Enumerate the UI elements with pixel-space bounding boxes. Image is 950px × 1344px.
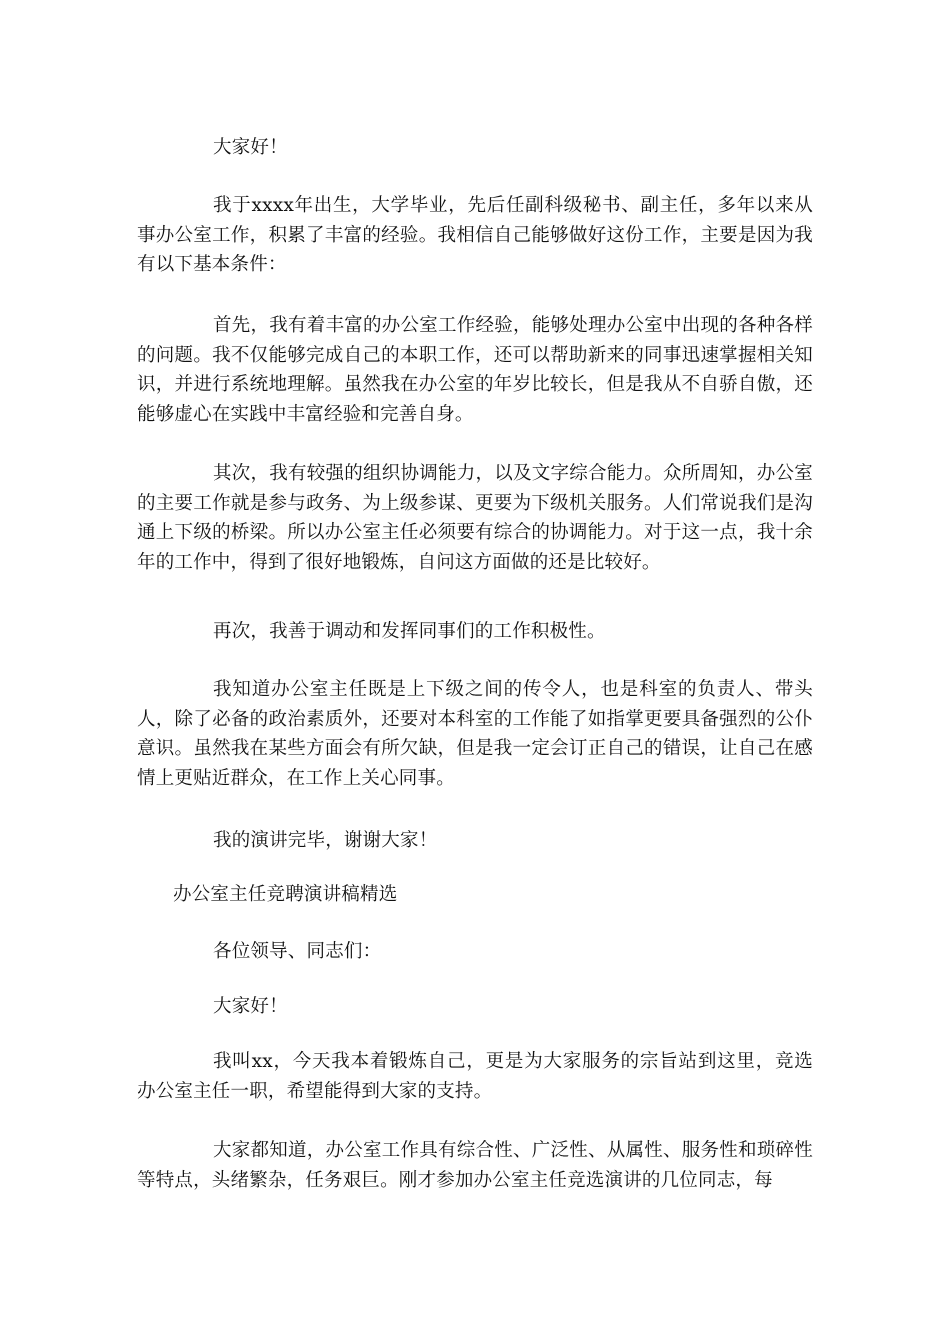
paragraph-greeting-2: 大家好！ xyxy=(213,996,288,1017)
paragraph-greeting: 大家好！ xyxy=(213,137,288,158)
paragraph-role-awareness: 我知道办公室主任既是上下级之间的传令人，也是科室的负责人、带头人，除了必备的政治素质外，还要对本科室的工作能了如指掌更要具备强烈的公仆意识。虽然我在某些方面会有所欠缺，但是我一定会订正自己的错误，让自己在感情上更贴近群众，在工作上关心同事。 xyxy=(137,679,813,789)
paragraph-introduction: 我叫xx，今天我本着锻炼自己，更是为大家服务的宗旨站到这里，竞选办公室主任一职，希望能得到大家的支持。 xyxy=(137,1051,813,1102)
paragraph-office-work: 大家都知道，办公室工作具有综合性、广泛性、从属性、服务性和琐碎性等特点，头绪繁杂，任务艰巨。刚才参加办公室主任竞选演讲的几位同志，每 xyxy=(137,1140,813,1191)
paragraph-closing: 我的演讲完毕，谢谢大家！ xyxy=(213,830,438,851)
section-title: 办公室主任竞聘演讲稿精选 xyxy=(173,884,398,905)
paragraph-background: 我于xxxx年出生，大学毕业，先后任副科级秘书、副主任，多年以来从事办公室工作，积累了丰富的经验。我相信自己能够做好这份工作，主要是因为我有以下基本条件： xyxy=(137,195,813,275)
paragraph-first-point: 首先，我有着丰富的办公室工作经验，能够处理办公室中出现的各种各样的问题。我不仅能够完成自己的本职工作，还可以帮助新来的同事迅速掌握相关知识，并进行系统地理解。虽然我在办公室的年岁比较长，但是我从不自骄自傲，还能够虚心在实践中丰富经验和完善自身。 xyxy=(137,315,813,425)
paragraph-salutation: 各位领导、同志们： xyxy=(213,941,382,962)
paragraph-third-point: 再次，我善于调动和发挥同事们的工作积极性。 xyxy=(213,621,606,642)
paragraph-second-point: 其次，我有较强的组织协调能力，以及文字综合能力。众所周知，办公室的主要工作就是参与政务、为上级参谋、更要为下级机关服务。人们常说我们是沟通上下级的桥梁。所以办公室主任必须要有综合的协调能力。对于这一点，我十余年的工作中，得到了很好地锻炼，自问这方面做的还是比较好。 xyxy=(137,463,813,573)
